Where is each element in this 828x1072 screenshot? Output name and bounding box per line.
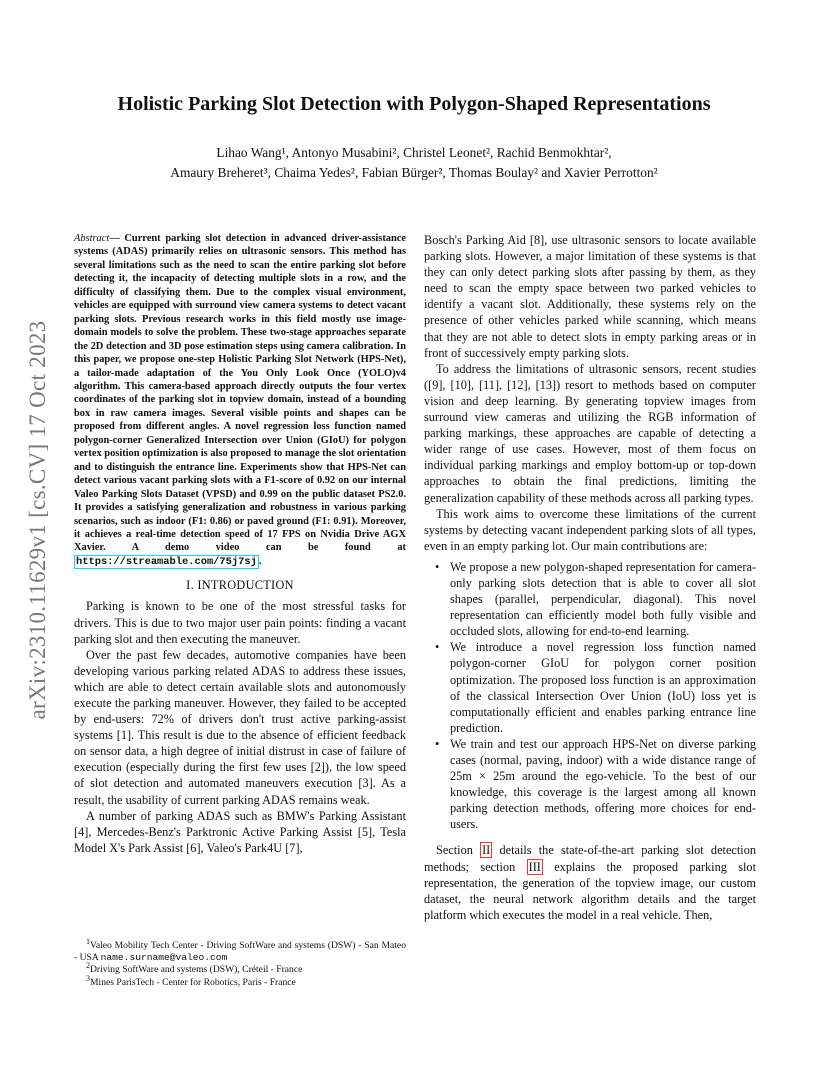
paper-title: Holistic Parking Slot Detection with Polygon-Shaped Representations	[117, 93, 711, 115]
paragraph-6-text-b: details the state-of-the-art parking slot detection methods; section	[424, 843, 756, 874]
abstract-label: Abstract	[74, 233, 110, 244]
list-item	[435, 639, 756, 736]
contributions-list	[424, 559, 756, 833]
intro-paragraph-1: Parking is known to be one of the most stressful tasks for drivers. This is due to two major user pain points: finding a vacant parking slot and then executing the maneuver.	[74, 599, 406, 646]
list-item	[435, 559, 756, 639]
section-ref-link-2[interactable]: II	[482, 843, 491, 858]
author-list	[60, 143, 768, 183]
arxiv-identifier-sidebar	[14, 280, 62, 760]
footnote-mark: 1	[86, 936, 90, 946]
footnote-email: name.surname@valeo.com	[100, 952, 228, 964]
intro-paragraph-3: A number of parking ADAS such as BMW's Parking Assistant [4], Mercedes-Benz's Parktronic Active Parking Assist [5], Tesla Model X's Park Assist [6], Valeo's Park4U [7],	[74, 808, 406, 855]
paragraph-6-text-a: Section	[436, 843, 481, 858]
intro-paragraph-6	[424, 842, 756, 922]
intro-paragraph-4: To address the limitations of ultrasonic sensors, recent studies ([9], [10], [11], [12], [13]) resort to methods based on computer vision and deep learning. By generating topview images from surround view cameras and utilizing the RGB information of parking markings, these approaches are capable of detecting a wider range of use cases. However, most of them focus on individual parking markings and employ bottom-up or top-down approaches to obtain the final predictions, limiting the generalization capability of these methods across all parking types.	[424, 361, 756, 505]
intro-paragraph-5: This work aims to overcome these limitations of the current systems by detecting vacant independent parking slots of all types, even in an empty parking lot. Our main contributions are:	[424, 506, 756, 553]
authors-line-2: Amaury Breheret³, Chaima Yedes², Fabian Bürger², Thomas Boulay² and Xavier Perrotton²	[170, 165, 658, 180]
contribution-text: We train and test our approach HPS-Net on diverse parking cases (normal, paving, indoor) with a wide distance range of 25m × 25m around the ego-vehicle. To the best of our knowledge, this coverage is the largest among all known parking detection methods, offering more choices for end-users.	[450, 736, 756, 832]
list-item	[435, 736, 756, 833]
contribution-text: We introduce a novel regression loss function named polygon-corner GIoU for polygon corner position optimization. The proposed loss function is an approximation of the classical Intersection Over Union (IoU) loss yet is computationally efficient and enables parking entrance line prediction.	[450, 640, 756, 735]
footnote-mark: 2	[86, 961, 90, 971]
abstract-text: Current parking slot detection in advanced driver-assistance systems (ADAS) primarily relies on ultrasonic sensors. This method has several limitations such as the need to scan the entire parking slot before detecting it, the incapacity of detecting multiple slots in a row, and the difficulty of classifying them. Due to the complex visual environment, vehicles are equipped with surround view camera systems to detect vacant parking slots. Previous research works in this field mostly use image-domain models to solve the problem. These two-stage approaches separate the 2D detection and 3D pose estimation steps using camera calibration. In this paper, we propose one-step Holistic Parking Slot Network (HPS-Net), a tailor-made adaptation of the You Only Look Once (YOLO)v4 algorithm. This camera-based approach directly outputs the four vertex coordinates of the parking slot in topview domain, instead of a bounding box in raw camera images. Several visible points and shapes can be proposed from different angles. A novel regression loss function named polygon-corner Generalized Intersection over Union (GIoU) for polygon vertex position optimization is also proposed to manage the slot orientation and to distinguish the entrance line. Experiments show that HPS-Net can detect various vacant parking slots with a F1-score of 0.92 on our internal Valeo Parking Slots Dataset (VPSD) and 0.99 on the public dataset PS2.0. It provides a satisfying generalization and robustness in various parking scenarios, such as indoor (F1: 0.86) or paved ground (F1: 0.91). Moreover, it achieves a real-time detection speed of 17 FPS on Nvidia Drive AGX Xavier. A demo video can be found at	[74, 233, 406, 554]
bullet-icon: •	[435, 736, 440, 751]
arxiv-id: arXiv:2310.11629v1 [cs.CV] 17 Oct 2023	[25, 320, 50, 720]
bullet-icon: •	[435, 640, 440, 655]
paragraph-6-text-c: explains the proposed parking slot representation, the generation of the topview image, our custom dataset, the neural network algorithm details and the target platform which executes the model in a real vehicle. Then,	[424, 859, 756, 922]
bullet-icon: •	[435, 559, 440, 574]
demo-video-link[interactable]: https://streamable.com/75j7sj	[76, 555, 257, 568]
section-ref-link-3[interactable]: III	[528, 859, 541, 874]
intro-paragraph-2: Over the past few decades, automotive companies have been developing various parking related ADAS to address these issues, which are able to detect certain available slots and autonomously execute the parking maneuver. However, they failed to be accepted by end-users: 72% of drivers don't trust active parking-assist systems [1]. This result is due to the absence of efficient feedback on sensor data, a high degree of initial distrust in case of failure of execution (especially during the first few uses [2]), the low speed of slot detection and automated maneuvers execution [3]. As a result, the usability of current parking ADAS remains weak.	[74, 647, 406, 807]
footnote-text: Driving SoftWare and systems (DSW), Créteil - France	[90, 964, 303, 976]
abstract-end: .	[258, 555, 262, 567]
footnote-2	[74, 961, 406, 976]
left-column	[74, 232, 406, 856]
right-column	[424, 232, 756, 923]
footnote-3	[74, 973, 406, 989]
contribution-text: We propose a new polygon-shaped representation for camera-only parking slots detection that is able to cover all slot shapes (parallel, perpendicular, diagonal). This novel representation can efficiently model both fully visible and occluded slots, allowing for end-to-end learning.	[450, 559, 756, 639]
abstract	[74, 232, 406, 569]
footnote-text: Valeo Mobility Tech Center - Driving SoftWare and systems (DSW) - San Mateo - USA	[74, 940, 406, 964]
footnote-text: Mines ParisTech - Center for Robotics, Paris - France	[90, 976, 296, 988]
section-heading-introduction: I. INTRODUCTION	[186, 578, 294, 593]
footnote-mark: 3	[86, 973, 90, 983]
footnotes	[74, 936, 406, 989]
authors-line-1: Lihao Wang¹, Antonyo Musabini², Christel Leonet², Rachid Benmokhtar²,	[216, 145, 612, 160]
footnote-1	[74, 936, 406, 964]
abstract-dash: —	[109, 233, 125, 244]
intro-paragraph-3-continued: Bosch's Parking Aid [8], use ultrasonic sensors to locate available parking slots. However, a major limitation of these systems is that they can only detect parking slots after passing by them, as they need to scan the empty space between two parked vehicles to identify a vacant slot. Additionally, these systems rely on the presence of other vehicles parked while scanning, which means that they are not able to detect slots in empty parking areas or in front of successively empty parking slots.	[424, 233, 756, 360]
